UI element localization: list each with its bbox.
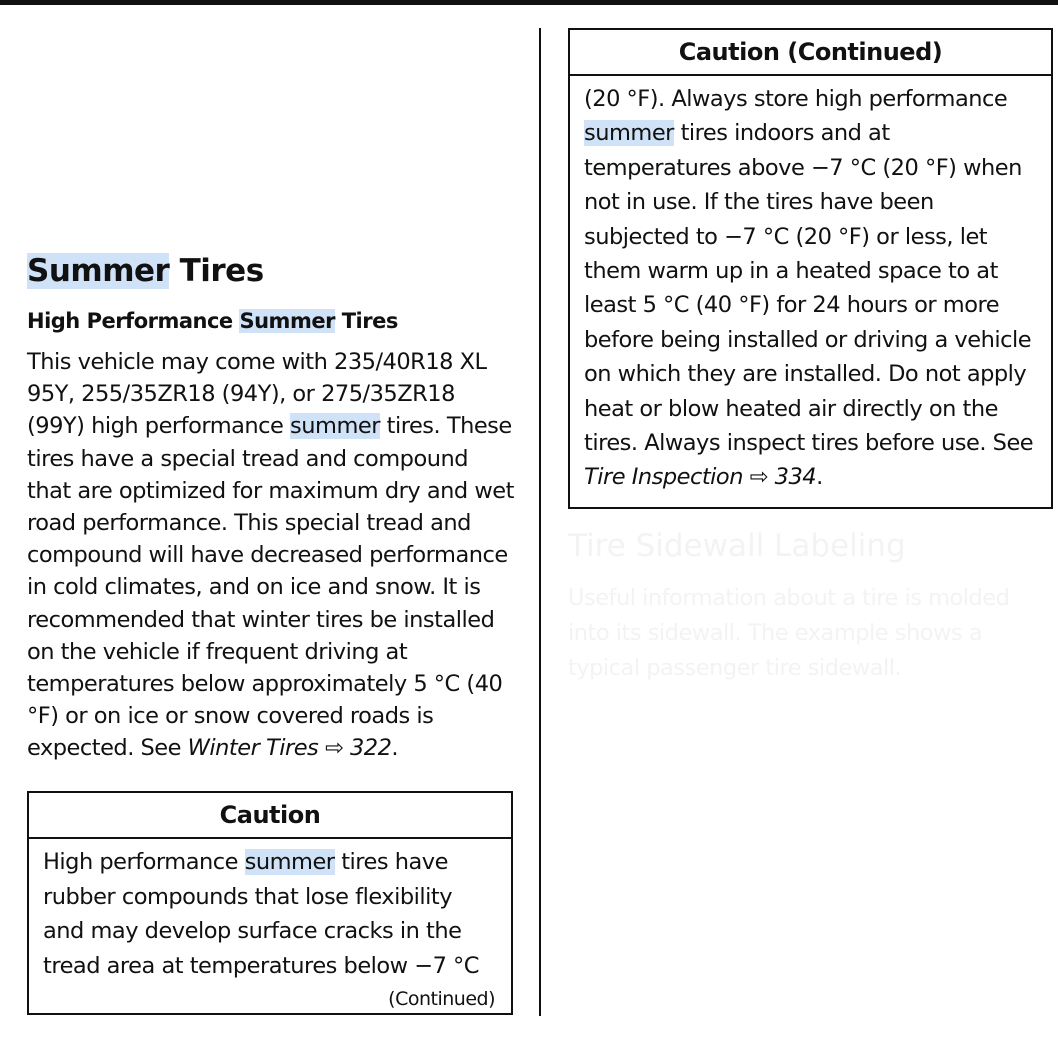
paragraph-end: . [391,735,399,762]
left-column [27,250,517,765]
intro-paragraph [27,346,517,765]
caution-text: High performance [43,849,245,875]
caution-box [27,791,513,1015]
section-title [27,250,517,292]
caution-text: tires have rubber compounds that lose flexibility and may develop surface cracks in the tread area at temperatures below −7 °C [43,849,480,979]
subheading-pre: High Performance [27,309,240,333]
faded-section-body: Useful information about a tire is molded into its sidewall. The example shows a typical passenger tire sidewall. [568,585,1010,681]
tire-inspection-link[interactable] [584,464,816,490]
column-divider [539,28,541,1016]
caution-continued-box [568,28,1053,509]
caution-title: Caution [29,793,511,839]
caution-end: . [816,464,823,491]
page-number: 322 [349,735,392,762]
faded-section-title: Tire Sidewall Labeling [568,528,906,564]
search-highlight: Summer [239,309,335,333]
faded-next-section [568,525,1048,686]
caution-body [29,839,511,983]
page-ref-arrow-icon: ⇨ [749,464,768,491]
search-highlight: summer [584,120,674,147]
page-number: 334 [774,464,817,491]
paragraph-text: This vehicle may come with 235/40R18 XL 95Y, 255/35ZR18 (94Y), or 275/35ZR18 (99Y) high performance [27,349,487,440]
top-rule [0,0,1058,5]
caution-continued-title: Caution (Continued) [570,30,1051,76]
section-title-rest: Tires [169,253,264,289]
caution-text: tires indoors and at temperatures above −7 °C (20 °F) when not in use. If the tires have been subjected to −7 °C (20 °F) or less, let them warm up in a heated space to at least 5 °C (40 °F) for 24 hours or more before being installed or driving a vehicle on which they are installed. Do not apply heat or blow heated air directly on the tires. Always inspect tires before use. See [584,120,1034,457]
link-text: Tire Inspection [584,464,743,491]
winter-tires-link[interactable] [188,735,392,761]
search-highlight: summer [290,413,380,440]
caution-continued-body [570,76,1051,495]
search-highlight: Summer [27,253,170,289]
subheading [27,306,517,336]
subheading-post: Tires [334,309,398,333]
continued-label: (Continued) [388,988,495,1010]
caution-text: (20 °F). Always store high performance [584,86,1008,112]
link-text: Winter Tires [187,735,319,762]
search-highlight: summer [244,849,335,875]
paragraph-text: tires. These tires have a special tread and compound that are optimized for maximum dry and wet road performance. This special tread and compound will have decreased performance in cold climates, and on ice and snow. It is recommended that winter tires be installed on the vehicle if frequent driving at temperatures below approximately 5 °C (40 °F) or on ice or snow covered roads is expected. See [27,413,514,762]
page-ref-arrow-icon: ⇨ [324,735,344,762]
